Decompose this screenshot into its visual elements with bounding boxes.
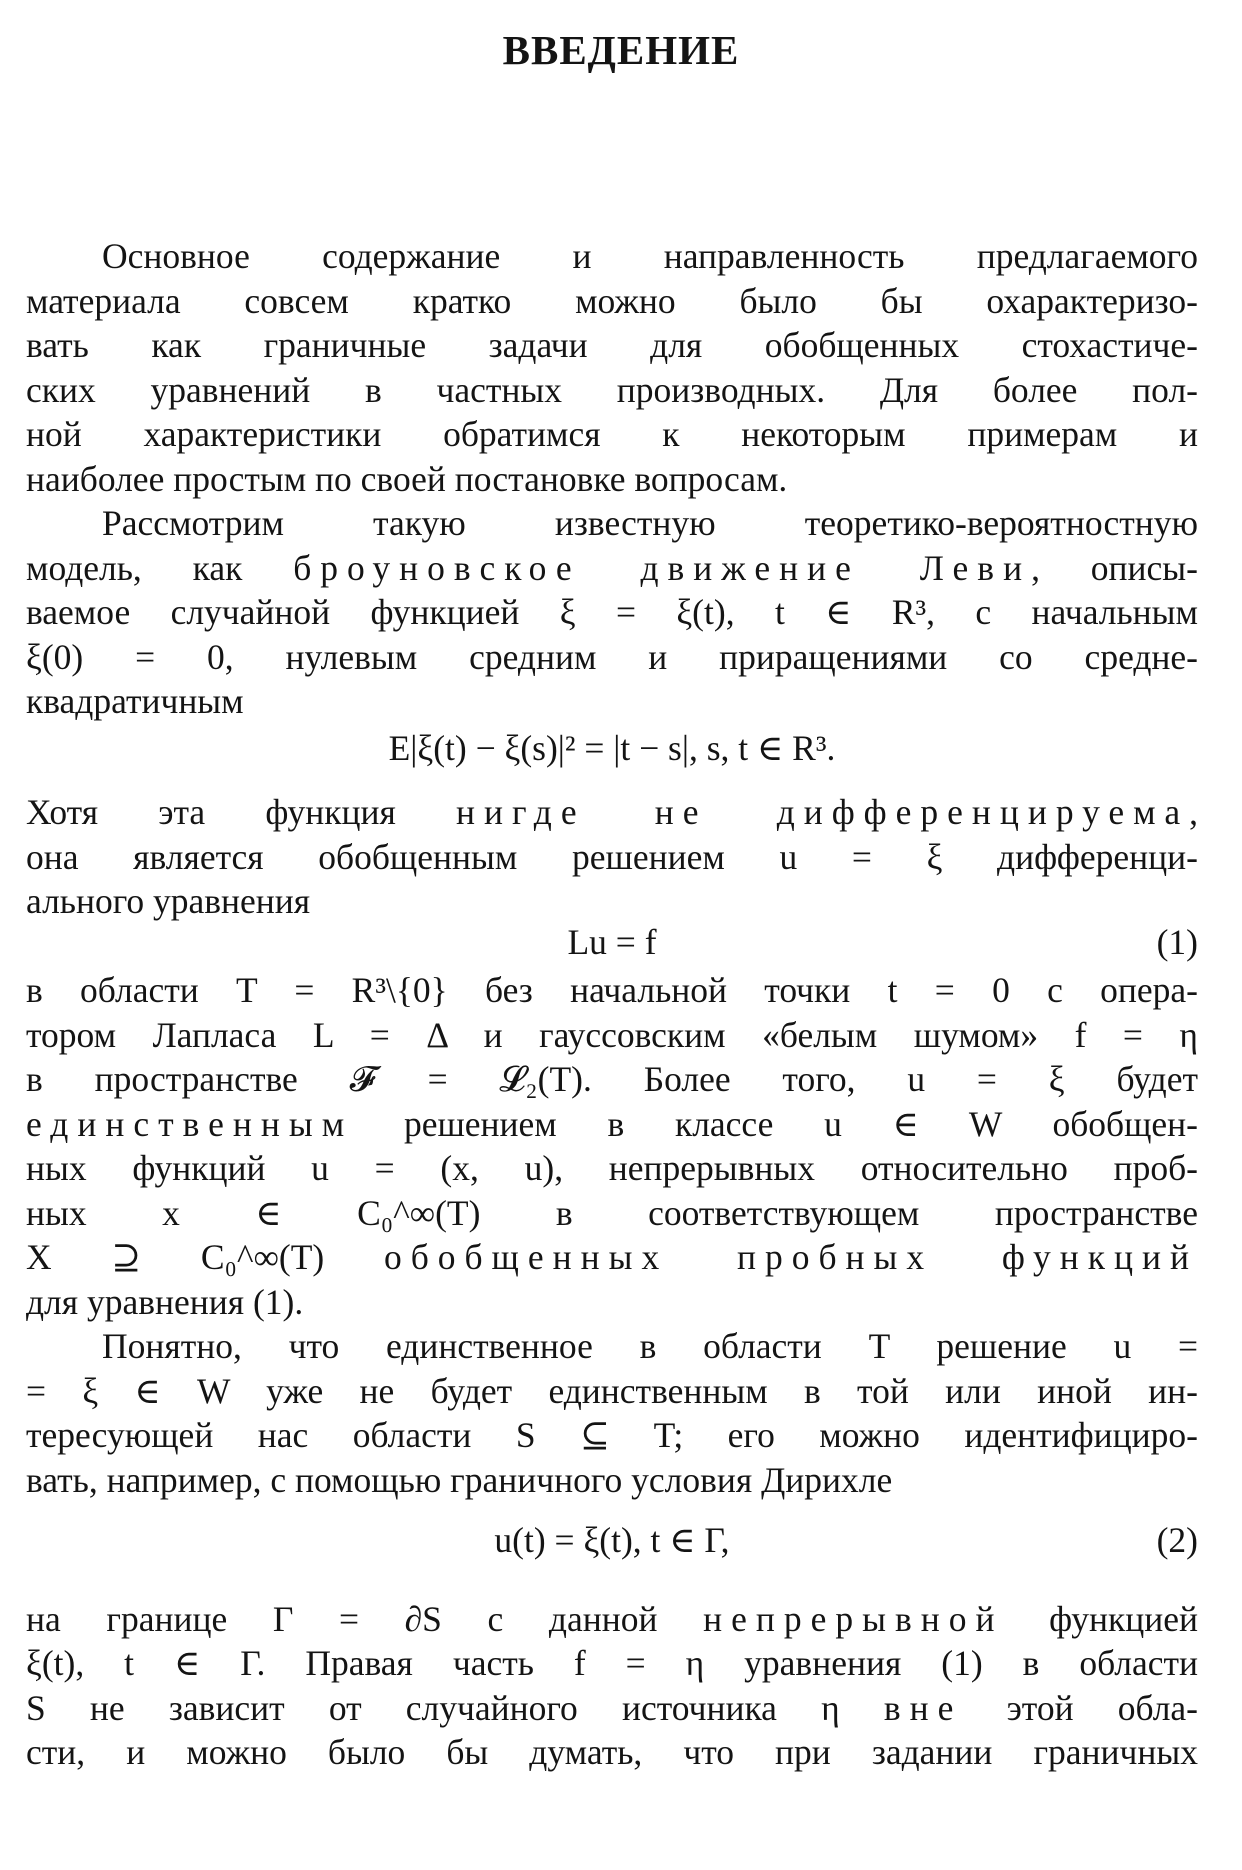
text-fragment: модель, как [26,547,294,588]
text-line: наиболее простым по своей постановке вопросам. [26,458,788,499]
paragraph-2 [26,501,1198,770]
text-line: Рассмотрим такую известную теоретико-вероятностную [102,503,1198,543]
text-line: ных x ∈ C₀^∞(T) в соответствующем пространстве [26,1192,1198,1233]
text-line: ваемое случайной функцией ξ = ξ(t), t ∈ R³, с начальным [26,592,1198,632]
emphasized-term: броуновское движение Леви [293,547,1032,588]
text-line [26,1102,1198,1147]
text-line [26,790,1198,835]
equation-number: (2) [1156,1520,1198,1560]
text-line [26,1686,1198,1731]
text-line: ной характеристики обратимся к некоторым примерам и [26,414,1198,454]
text-line: в пространстве 𝓕 = 𝓛₂(T). Более того, u = ξ будет [26,1059,1198,1099]
text-line: ных функций u = (x, u), непрерывных относительно проб- [26,1148,1198,1188]
emphasized-term: обобщенных пробных функций [383,1237,1198,1277]
paragraph-5 [26,1324,1198,1563]
text-fragment: S не зависит от случайного источника η [26,1687,884,1728]
text-line: ξ(t), t ∈ Γ. Правая часть f = η уравнения (1) в области [26,1643,1198,1683]
text-line: для уравнения (1). [26,1281,304,1322]
display-formula [26,726,1198,771]
text-fragment: функцией [1003,1598,1198,1639]
text-line: тором Лапласа L = Δ и гауссовским «белым шумом» f = η [26,1014,1198,1055]
body-text [26,234,1198,1775]
text-line [26,1235,1198,1280]
emphasized-term: единственным [26,1103,354,1144]
paragraph-4 [26,968,1198,1324]
text-line: квадратичным [26,681,244,721]
text-fragment: на границе Γ = ∂S с данной [26,1598,704,1639]
text-fragment: Хотя эта функция [26,792,456,832]
formula-text: E|ξ(t) − ξ(s)|² = |t − s|, s, t ∈ R³. [388,727,836,768]
page-title: ВВЕДЕНИЕ [502,27,740,73]
text-line [26,1597,1198,1642]
text-line: ального уравнения [26,881,311,921]
paragraph-3 [26,790,1198,964]
text-fragment: X ⊇ C₀^∞(T) [26,1237,325,1277]
text-line: Основное содержание и направленность предлагаемого [102,236,1198,276]
formula-text: u(t) = ξ(t), t ∈ Γ, [494,1520,730,1560]
text-line: материала совсем кратко можно было бы охарактеризо- [26,280,1198,321]
text-fragment: решением в классе u ∈ W обобщен- [353,1103,1198,1144]
emphasized-term: непрерывной [703,1598,1004,1639]
display-formula [26,1518,1198,1563]
text-fragment: этой обла- [962,1687,1198,1728]
text-line: Понятно, что единственное в области T решение u = [102,1326,1198,1366]
display-formula [26,920,1198,965]
text-fragment: , [1189,792,1198,832]
text-line: ξ(0) = 0, нулевым средним и приращениями со средне- [26,636,1198,677]
text-line: она является обобщенным решением u = ξ дифференци- [26,836,1198,877]
text-line: вать, например, с помощью граничного условия Дирихле [26,1459,893,1500]
formula-text: Lu = f [567,921,657,962]
text-line [26,546,1198,591]
text-line: сти, и можно было бы думать, что при задании граничных [26,1732,1198,1772]
text-line: тересующей нас области S ⊆ T; его можно идентифициро- [26,1415,1198,1455]
emphasized-term: нигде не дифференцируема [455,792,1190,832]
paragraph-1 [26,234,1198,501]
paragraph-6 [26,1597,1198,1775]
text-line: вать как граничные задачи для обобщенных стохастиче- [26,325,1198,365]
text-line: = ξ ∈ W уже не будет единственным в той или иной ин- [26,1370,1198,1411]
emphasized-term: вне [883,1687,963,1728]
text-fragment: , описы- [1031,547,1198,588]
equation-number: (1) [1156,921,1198,962]
text-line: ских уравнений в частных производных. Для более пол- [26,369,1198,410]
text-line: в области T = R³\{0} без начальной точки t = 0 с опера- [26,970,1198,1010]
